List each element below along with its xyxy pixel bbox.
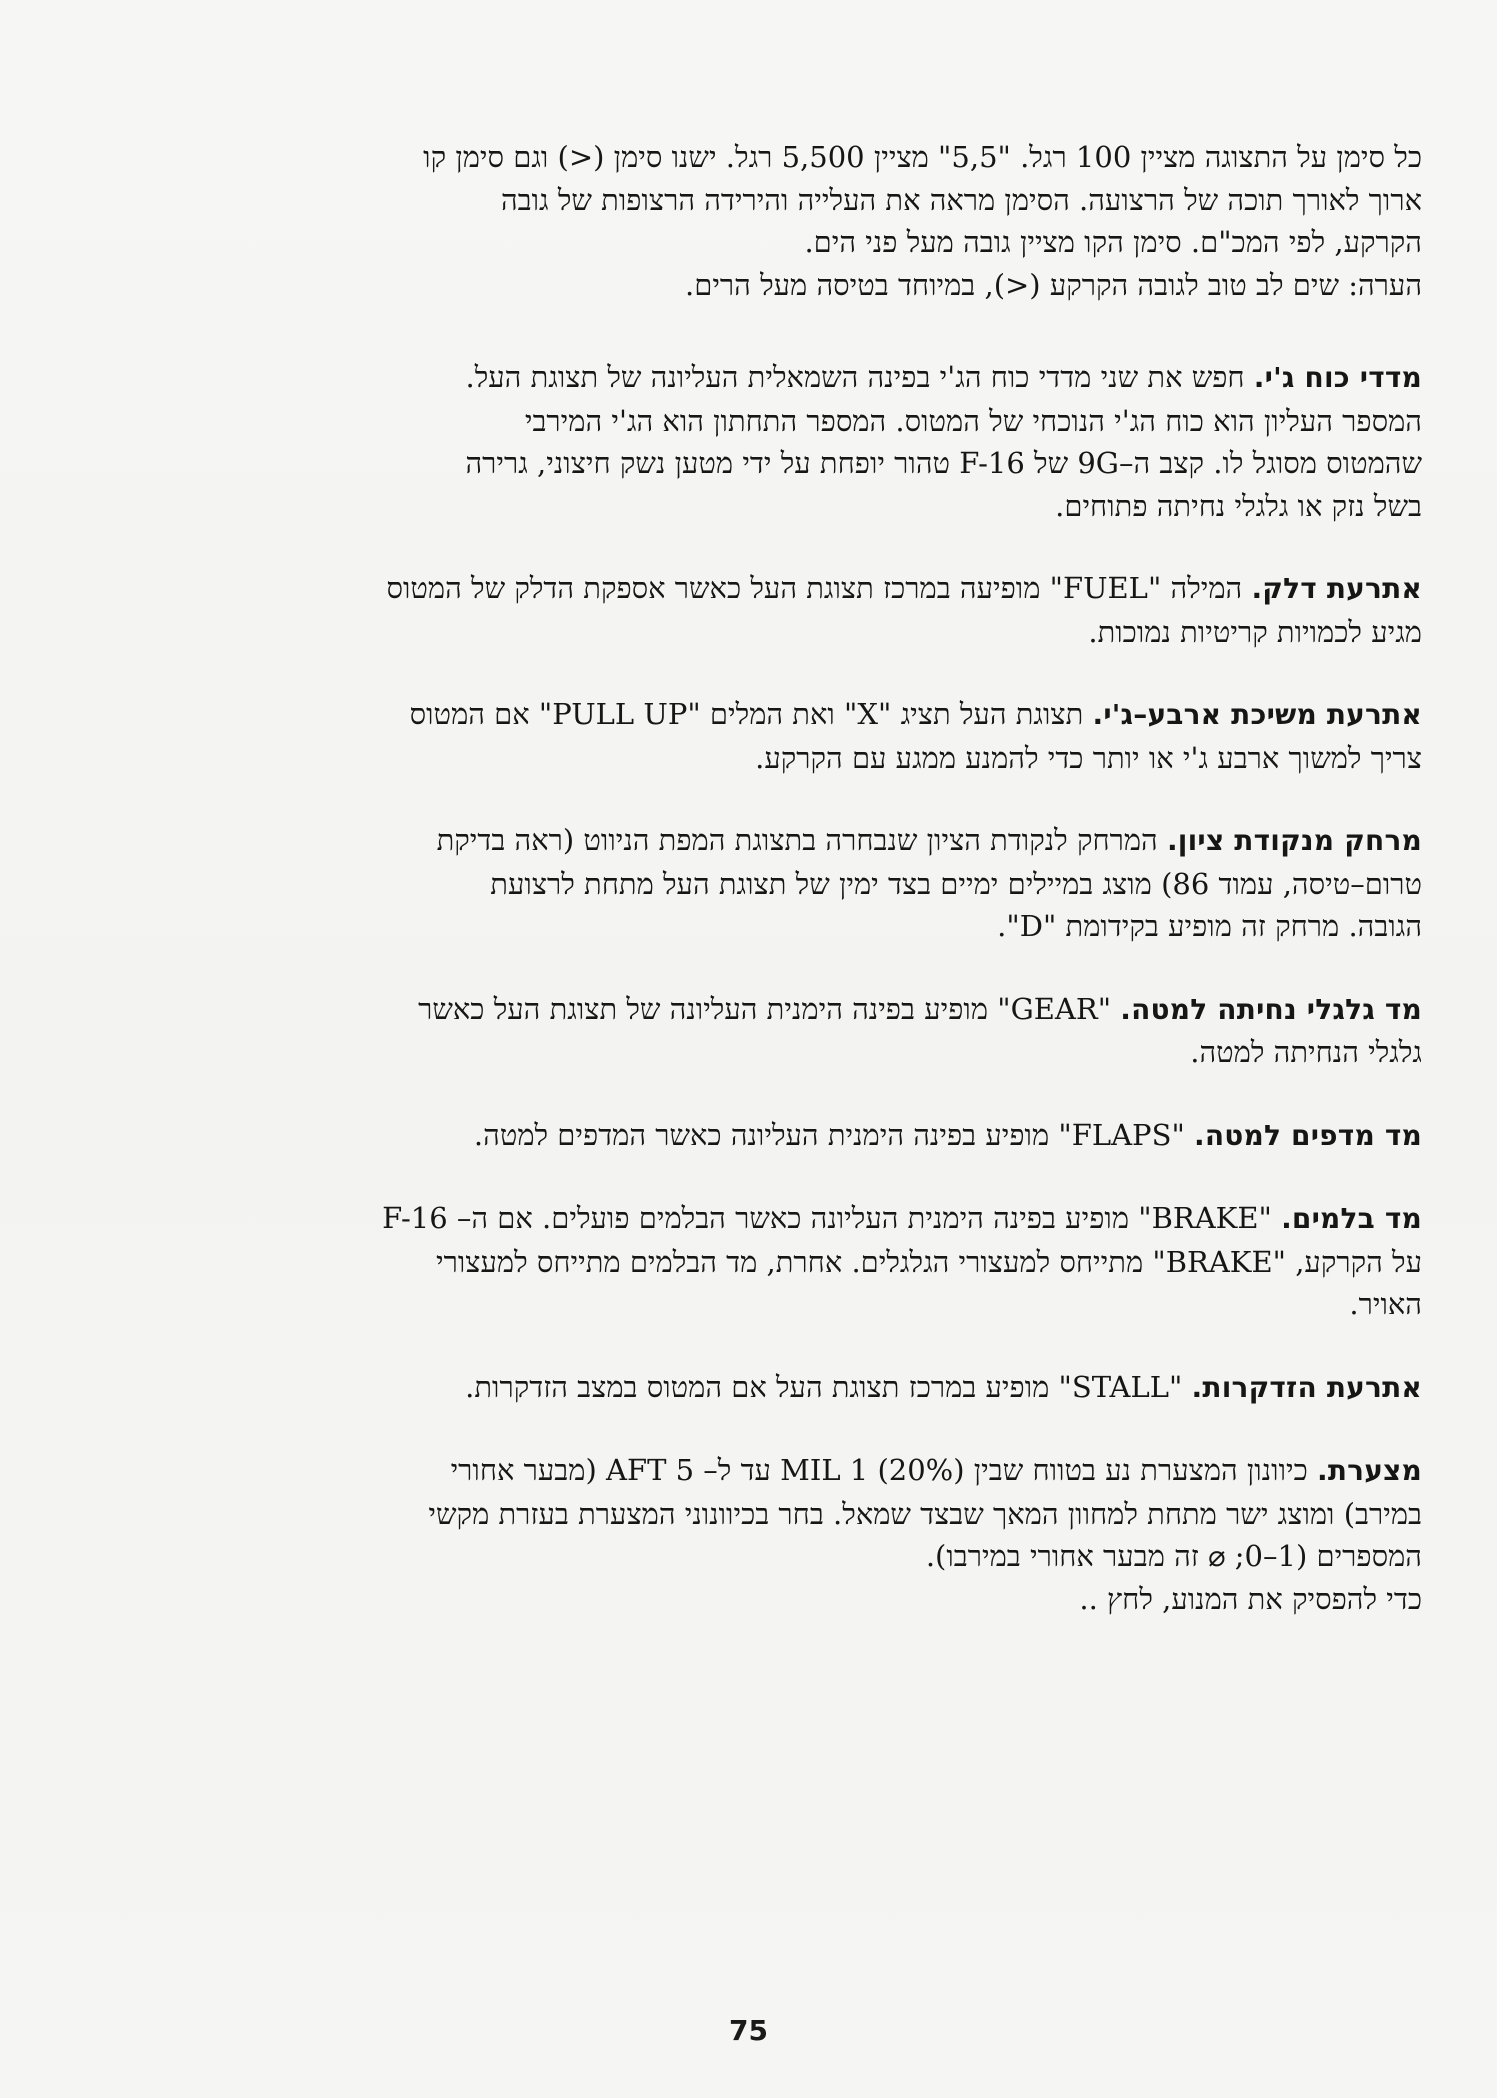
- section-heading: מד גלגלי נחיתה למטה.: [1120, 992, 1422, 1026]
- paragraph-line: האויר.: [1349, 1287, 1422, 1321]
- section-text: "FLAPS" מופיע בפינה הימנית העליונה כאשר המדפים למטה.: [473, 1117, 1194, 1152]
- paragraph-line: טרום–טיסה, עמוד 86) מוצג במיילים ימיים בצד ימין של תצוגת העל מתחת לרצועת: [490, 866, 1422, 901]
- section-heading: מדדי כוח ג'י.: [1253, 361, 1422, 394]
- section-text: "BRAKE" מופיע בפינה הימנית העליונה כאשר הבלמים פועלים. אם ה– F-16: [382, 1201, 1282, 1235]
- section-text: "GEAR" מופיע בפינה הימנית העליונה של תצוגת העל כאשר: [418, 991, 1121, 1026]
- section-heading: מצערת.: [1316, 1454, 1422, 1487]
- section-heading: מד בלמים.: [1281, 1202, 1422, 1235]
- paragraph-line: הגובה. מרחק זה מופיע בקידומת "D".: [997, 909, 1422, 943]
- section-text: כיוונון המצערת נע בטווח שבין MIL 1 (20%) עד ל– AFT 5 (מבער אחורי: [450, 1453, 1317, 1487]
- paragraph-line: צריך למשוך ארבע ג'י או יותר כדי להמנע ממגע עם הקרקע.: [755, 740, 1422, 775]
- section-first-line: [200, 1366, 1422, 1410]
- section-heading: אתרעת משיכת ארבע–ג'י.: [1092, 698, 1422, 731]
- paragraph-line: הקרקע, לפי המכ"ם. סימן הקו מציין גובה מעל פני הים.: [804, 225, 1422, 259]
- section-first-line: [200, 1114, 1422, 1158]
- gear-down-section: [200, 988, 1422, 1074]
- section-first-line: [200, 819, 1422, 863]
- waypoint-distance-section: [200, 819, 1422, 948]
- section-heading: אתרעת הזדקרות.: [1191, 1370, 1422, 1404]
- paragraph-line: על הקרקע, "BRAKE" מתייחס למעצורי הגלגלים. אחרת, מד הבלמים מתייחס למעצורי: [436, 1244, 1422, 1279]
- throttle-section: [200, 1449, 1422, 1620]
- section-text: תצוגת העל תציג "X" ואת המלים "PULL UP" אם המטוס: [409, 697, 1093, 731]
- section-first-line: [200, 1449, 1422, 1493]
- section-first-line: [200, 356, 1422, 400]
- page-body: [200, 136, 1422, 1660]
- brakes-section: [200, 1197, 1422, 1326]
- section-first-line: [200, 567, 1422, 611]
- paragraph-line: כדי להפסיק את המנוע, לחץ ..: [1079, 1581, 1422, 1616]
- g-force-section: [200, 356, 1422, 527]
- page-number: 75: [729, 2014, 768, 2047]
- section-heading: מד מדפים למטה.: [1194, 1118, 1422, 1152]
- section-text: חפש את שני מדדי כוח הג'י בפינה השמאלית העליונה של תצוגת העל.: [465, 360, 1254, 394]
- fuel-warning-section: [200, 567, 1422, 653]
- section-text: המרחק לנקודת הציון שנבחרה בתצוגת המפת הניווט (ראה בדיקת: [436, 823, 1167, 857]
- paragraph-line: גלגלי הנחיתה למטה.: [1190, 1035, 1422, 1069]
- paragraph-line: שהמטוס מסוגל לו. קצב ה–9G של F-16 טהור יופחת על ידי מטען נשק חיצוני, גרירה: [465, 446, 1422, 480]
- pull-up-warning-section: [200, 693, 1422, 779]
- paragraph-line: מגיע לכמויות קריטיות נמוכות.: [1088, 614, 1422, 649]
- paragraph-line: ארוך לאורך תוכה של הרצועה. הסימן מראה את העלייה והירידה הרצופות של גובה: [500, 182, 1422, 217]
- section-first-line: [200, 988, 1422, 1032]
- paragraph-line: כל סימן על התצוגה מציין 100 רגל. "5,5" מציין 5,500 רגל. ישנו סימן (<) וגם סימן קו: [423, 140, 1422, 174]
- altitude-scale-paragraph: [200, 136, 1422, 306]
- section-first-line: [200, 693, 1422, 737]
- paragraph-line: המספר העליון הוא כוח הג'י הנוכחי של המטוס. המספר התחתון הוא הג'י המירבי: [524, 403, 1422, 438]
- paragraph-line: בשל נזק או גלגלי נחיתה פתוחים.: [1055, 488, 1422, 523]
- section-first-line: [200, 1197, 1422, 1241]
- flaps-down-section: [200, 1114, 1422, 1158]
- section-text: המילה "FUEL" מופיעה במרכז תצוגת העל כאשר אספקת הדלק של המטוס: [386, 571, 1252, 605]
- stall-warning-section: [200, 1366, 1422, 1410]
- paragraph-line: המספרים (1–0; ⌀ זה מבער אחורי במירבו).: [925, 1539, 1422, 1573]
- section-heading: מרחק מנקודת ציון.: [1166, 824, 1422, 857]
- section-text: "STALL" מופיע במרכז תצוגת העל אם המטוס במצב הזדקרות.: [465, 1369, 1192, 1404]
- paragraph-line: במירב) ומוצג ישר מתחת למחוון המאך שבצד שמאל. בחר בכיוונוני המצערת בעזרת מקשי: [428, 1496, 1422, 1531]
- paragraph-line: הערה: שים לב טוב לגובה הקרקע (<), במיוחד בטיסה מעל הרים.: [685, 267, 1422, 302]
- section-heading: אתרעת דלק.: [1251, 572, 1422, 605]
